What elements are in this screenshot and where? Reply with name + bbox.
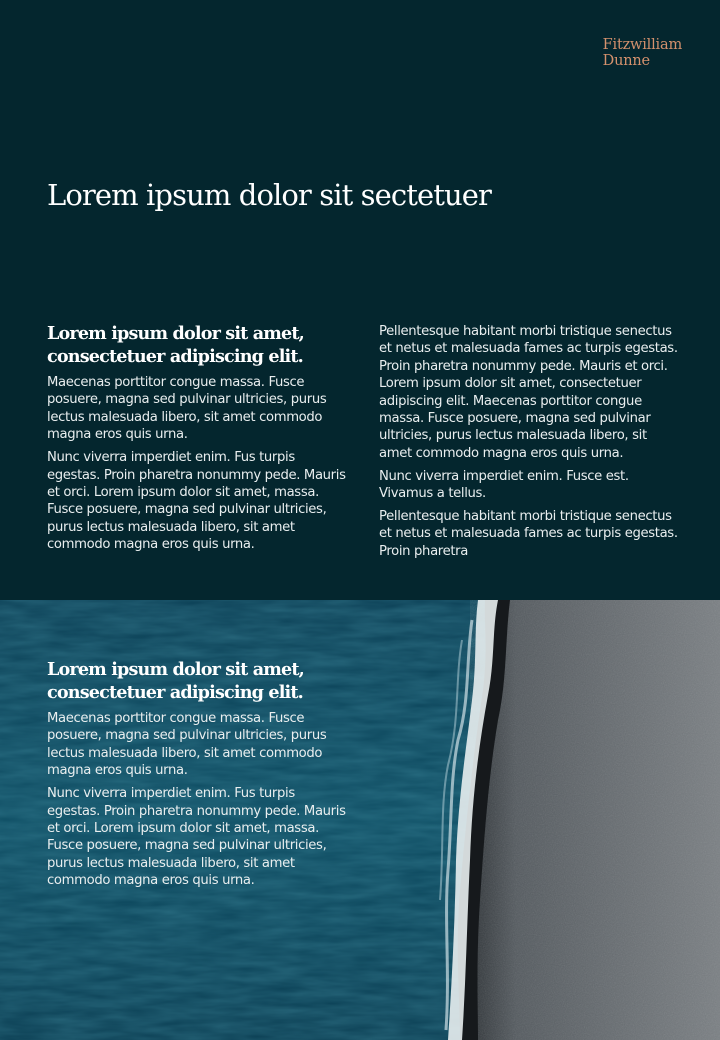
brand-logo (603, 37, 682, 69)
photo-overlay-column (47, 658, 347, 895)
intro-column-left (47, 322, 347, 559)
logo-line-1: Fitzwilliam (602, 37, 682, 53)
body-paragraph: Nunc viverra imperdiet enim. Fusce est. Vivamus a tellus. (379, 468, 629, 502)
body-paragraph: Maecenas porttitor congue massa. Fusce posuere, magna sed pulvinar ultricies, purus lectus malesuada libero, sit amet commodo magna eros quis urna. (47, 375, 327, 443)
body-paragraph: Pellentesque habitant morbi tristique senectus et netus et malesuada fames ac turpis egestas. Proin pharetra (379, 509, 678, 559)
body-paragraph: Maecenas porttitor congue massa. Fusce posuere, magna sed pulvinar ultricies, purus lectus malesuada libero, sit amet commodo magna eros quis urna. (47, 711, 327, 779)
section-heading: Lorem ipsum dolor sit amet, consectetuer adipiscing elit. (47, 659, 304, 703)
logo-line-2: Dunne (602, 53, 650, 69)
body-paragraph: Nunc viverra imperdiet enim. Fus turpis egestas. Proin pharetra nonummy pede. Mauris et orci. Lorem ipsum dolor sit amet, massa. Fusce posuere, magna sed pulvinar ultricies, purus lectus malesuada libero, sit amet commodo magna eros quis urna. (47, 786, 346, 889)
section-heading: Lorem ipsum dolor sit amet, consectetuer adipiscing elit. (47, 323, 304, 367)
body-paragraph: Pellentesque habitant morbi tristique senectus et netus et malesuada fames ac turpis egestas. Proin pharetra nonummy pede. Mauris et orci. Lorem ipsum dolor sit amet, consectetuer adipiscing elit. Maecenas porttitor congue massa. Fusce posuere, magna sed pulvinar ultricies, purus lectus malesuada libero, sit amet commodo magna eros quis urna. (379, 324, 678, 461)
intro-column-right (379, 323, 679, 566)
page-title: Lorem ipsum dolor sit sectetuer (47, 178, 492, 212)
body-paragraph: Nunc viverra imperdiet enim. Fus turpis egestas. Proin pharetra nonummy pede. Mauris et orci. Lorem ipsum dolor sit amet, massa. Fusce posuere, magna sed pulvinar ultricies, purus lectus malesuada libero, sit amet commodo magna eros quis urna. (47, 450, 346, 553)
